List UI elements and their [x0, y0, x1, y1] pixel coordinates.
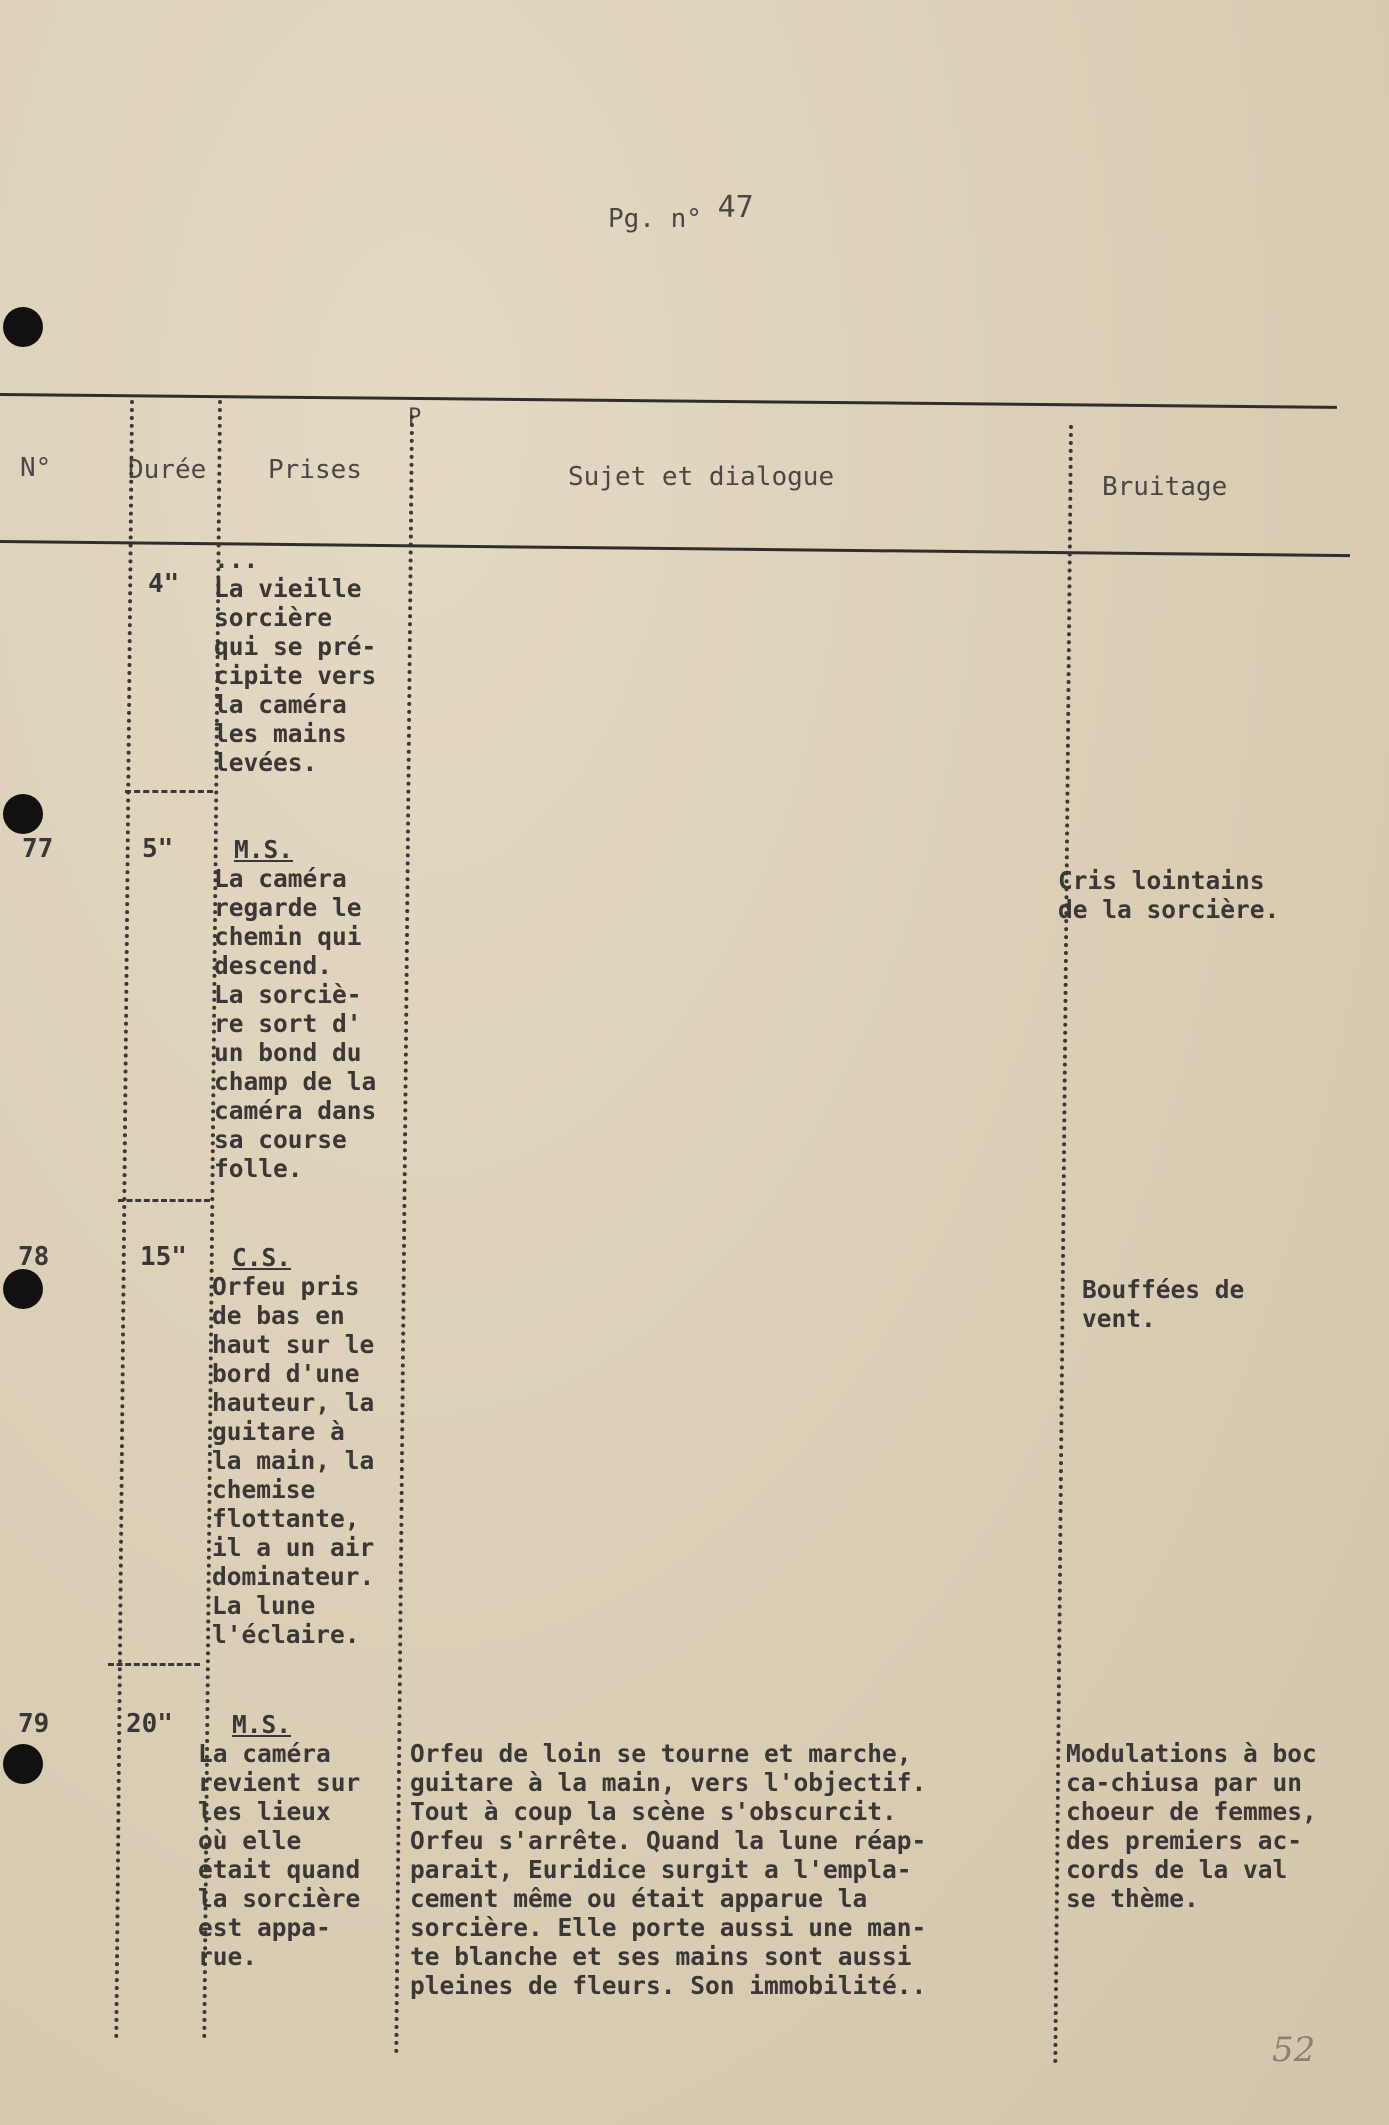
prises-line: La caméra	[214, 864, 347, 893]
header-top-rule	[0, 393, 1337, 409]
prises-line: il a un air	[212, 1533, 375, 1562]
bruitage-line: des premiers ac-	[1066, 1826, 1303, 1855]
punch-hole	[3, 794, 43, 834]
bruitage-line: Cris lointains	[1058, 866, 1265, 895]
punch-hole	[3, 1744, 43, 1784]
row-duree: 4"	[148, 569, 180, 599]
sujet-line: cement même ou était apparue la	[410, 1884, 868, 1913]
header-prises: Prises	[268, 455, 362, 485]
column-separator-duree	[114, 400, 134, 2040]
prises-line: la sorcière	[198, 1884, 361, 1913]
shot-type: M.S.	[232, 1710, 292, 1739]
prises-line: un bond du	[214, 1038, 362, 1067]
prises-line: sorcière	[214, 603, 333, 632]
sujet-line: te blanche et ses mains sont aussi	[410, 1942, 912, 1971]
prises-line: levées.	[214, 748, 318, 777]
prises-line: re sort d'	[214, 1009, 362, 1038]
prises-line: était quand	[198, 1855, 361, 1884]
bruitage-line: ca-chiusa par un	[1066, 1768, 1303, 1797]
header-p: P	[408, 405, 422, 430]
prises-line: caméra dans	[214, 1096, 377, 1125]
prises-line: sa course	[214, 1125, 347, 1154]
sujet-line: Tout à coup la scène s'obscurcit.	[410, 1797, 897, 1826]
bruitage-line: vent.	[1082, 1304, 1156, 1333]
row-prises	[198, 1739, 360, 1971]
bruitage-line: Bouffées de	[1082, 1275, 1245, 1304]
prises-line: de bas en	[212, 1301, 345, 1330]
punch-hole	[3, 1269, 43, 1309]
row-number: 78	[18, 1242, 50, 1272]
header-bottom-rule	[0, 540, 1350, 557]
prises-line: la caméra	[214, 690, 347, 719]
prises-line: la main, la	[212, 1446, 375, 1475]
prises-line: regarde le	[214, 893, 362, 922]
prises-line: La lune	[212, 1591, 316, 1620]
shot-type: M.S.	[234, 835, 294, 864]
row-divider	[108, 1663, 200, 1666]
prises-line: les mains	[214, 719, 347, 748]
sujet-line: parait, Euridice surgit a l'empla-	[410, 1855, 912, 1884]
punch-hole	[3, 307, 43, 347]
header-bruitage: Bruitage	[1102, 472, 1228, 502]
prises-line: La caméra	[198, 1739, 331, 1768]
prises-line: les lieux	[198, 1797, 331, 1826]
prises-line: chemise	[212, 1475, 316, 1504]
prises-line: l'éclaire.	[212, 1620, 360, 1649]
prises-line: descend.	[214, 951, 333, 980]
row-prises	[212, 1272, 374, 1649]
sujet-line: Orfeu s'arrête. Quand la lune réap-	[410, 1826, 927, 1855]
sujet-line: sorcière. Elle porte aussi une man-	[410, 1913, 927, 1942]
prises-line: qui se pré-	[214, 632, 377, 661]
row-number: 79	[18, 1709, 50, 1739]
prises-line: cipite vers	[214, 661, 377, 690]
prises-line: hauteur, la	[212, 1388, 375, 1417]
prises-line: dominateur.	[212, 1562, 375, 1591]
prises-line: La sorciè-	[214, 980, 362, 1009]
bruitage-line: se thème.	[1066, 1884, 1199, 1913]
shot-type: C.S.	[232, 1243, 292, 1272]
folio-number: 52	[1272, 2030, 1316, 2070]
row-prises	[214, 864, 376, 1183]
sujet-line: guitare à la main, vers l'objectif.	[410, 1768, 927, 1797]
page-number: 47	[717, 190, 754, 225]
bruitage-line: Modulations à boc	[1066, 1739, 1317, 1768]
row-duree: 5"	[142, 834, 174, 864]
prises-line: guitare à	[212, 1417, 345, 1446]
row-prises	[214, 545, 376, 777]
bruitage-line: cords de la val	[1066, 1855, 1288, 1884]
row-number: 77	[22, 834, 54, 864]
row-sujet	[410, 1739, 926, 2000]
row-bruitage	[1066, 1739, 1317, 1913]
prises-line: rue.	[198, 1942, 258, 1971]
row-bruitage	[1082, 1275, 1244, 1333]
row-divider	[125, 790, 213, 793]
page-label: Pg. n° 47	[608, 190, 754, 234]
prises-line: revient sur	[198, 1768, 361, 1797]
prises-line: chemin qui	[214, 922, 362, 951]
row-duree: 15"	[140, 1242, 187, 1272]
row-duree: 20"	[126, 1709, 173, 1739]
prises-line: est appa-	[198, 1913, 331, 1942]
prises-line: folle.	[214, 1154, 303, 1183]
sujet-line: pleines de fleurs. Son immobilité..	[410, 1971, 927, 2000]
prises-line: Orfeu pris	[212, 1272, 360, 1301]
prises-line: bord d'une	[212, 1359, 360, 1388]
prises-line: La vieille	[214, 574, 362, 603]
prises-line: ...	[214, 545, 259, 574]
header-no: N°	[20, 453, 52, 483]
row-bruitage	[1058, 866, 1279, 924]
prises-line: champ de la	[214, 1067, 377, 1096]
bruitage-line: choeur de femmes,	[1066, 1797, 1317, 1826]
bruitage-line: de la sorcière.	[1058, 895, 1280, 924]
header-sujet: Sujet et dialogue	[568, 462, 835, 492]
prises-line: haut sur le	[212, 1330, 375, 1359]
row-divider	[118, 1199, 210, 1202]
prises-line: flottante,	[212, 1504, 360, 1533]
prises-line: où elle	[198, 1826, 302, 1855]
header-duree: Durée	[128, 455, 207, 485]
sujet-line: Orfeu de loin se tourne et marche,	[410, 1739, 912, 1768]
